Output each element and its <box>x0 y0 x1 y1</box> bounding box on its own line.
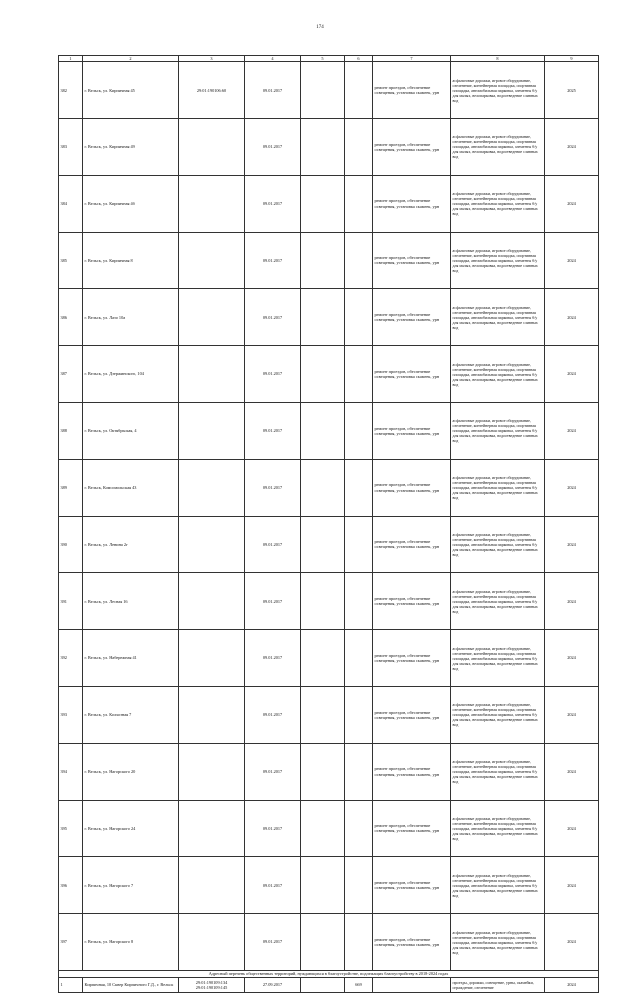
cell-cadastral <box>179 346 245 403</box>
page-number: 174 <box>316 25 324 30</box>
cell-n: 393 <box>59 686 83 743</box>
cell-year: 2025 <box>545 62 599 119</box>
cell-c6 <box>345 857 373 914</box>
cell-year: 2024 <box>545 800 599 857</box>
cell-date: 09.01.2017 <box>245 459 301 516</box>
table-row <box>59 800 599 857</box>
cell-cadastral: 29:01:190106:60 <box>179 62 245 119</box>
table-row <box>59 62 599 119</box>
section-title-row <box>59 970 599 977</box>
cell-c5 <box>301 289 345 346</box>
cell-n: 382 <box>59 62 83 119</box>
cell-list: асфальтовые дорожки, игровое оборудование, озеленение, контейнерная площадка, спортивная площадка, автомобильная парковка, элементы б/у для малых, велопарковка, водоотведение сливных вод <box>451 62 545 119</box>
cell-c5 <box>301 977 345 992</box>
cell-cadastral <box>179 743 245 800</box>
cell-year: 2024 <box>545 857 599 914</box>
cell-address: г. Вельск, ул. Ленина 2г <box>83 516 179 573</box>
cell-address: г. Вельск, Комсомольская 43 <box>83 459 179 516</box>
cell-c5 <box>301 62 345 119</box>
cell-cadastral <box>179 573 245 630</box>
cell-address: г. Вельск, ул. Нагорского 7 <box>83 857 179 914</box>
header-cell: 6 <box>345 56 373 62</box>
cell-c6 <box>345 630 373 687</box>
cell-list: асфальтовые дорожки, игровое оборудование, озеленение, контейнерная площадка, спортивная площадка, автомобильная парковка, элементы б/у для малых, велопарковка, водоотведение сливных вод <box>451 516 545 573</box>
cell-cadastral <box>179 857 245 914</box>
cell-date: 09.01.2017 <box>245 914 301 971</box>
cell-address: г. Вельск, ул. Нагорского 8 <box>83 914 179 971</box>
cell-cadastral <box>179 516 245 573</box>
cell-date: 09.01.2017 <box>245 800 301 857</box>
table-row <box>59 573 599 630</box>
header-cell: 8 <box>451 56 545 62</box>
header-cell: 2 <box>83 56 179 62</box>
cell-n: 386 <box>59 289 83 346</box>
cell-year: 2024 <box>545 175 599 232</box>
cell-year: 2024 <box>545 977 599 992</box>
cell-works: ремонт проездов, обеспечение освещения, установка скамеек, урн <box>373 686 451 743</box>
cell-c5 <box>301 402 345 459</box>
cell-cadastral <box>179 175 245 232</box>
cell-year: 2024 <box>545 516 599 573</box>
table-row <box>59 402 599 459</box>
cell-c5 <box>301 573 345 630</box>
cell-list: асфальтовые дорожки, игровое оборудование, озеленение, контейнерная площадка, спортивная площадка, автомобильная парковка, элементы б/у для малых, велопарковка, водоотведение сливных вод <box>451 119 545 176</box>
cell-c6 <box>345 289 373 346</box>
cell-cadastral <box>179 232 245 289</box>
cell-date: 27.09.2017 <box>245 977 301 992</box>
cell-list: асфальтовые дорожки, игровое оборудование, озеленение, контейнерная площадка, спортивная площадка, автомобильная парковка, элементы б/у для малых, велопарковка, водоотведение сливных вод <box>451 914 545 971</box>
cell-c6: 669 <box>345 977 373 992</box>
cell-address: г. Вельск, ул. Кирпичная 4б <box>83 175 179 232</box>
cell-cadastral <box>179 686 245 743</box>
cell-cadastral <box>179 800 245 857</box>
cell-cadastral <box>179 289 245 346</box>
cell-c6 <box>345 914 373 971</box>
cell-works: ремонт проездов, обеспечение освещения, установка скамеек, урн <box>373 857 451 914</box>
cell-address: г. Вельск, ул. Набережная 41 <box>83 630 179 687</box>
cell-list: асфальтовые дорожки, игровое оборудование, озеленение, контейнерная площадка, спортивная площадка, автомобильная парковка, элементы б/у для малых, велопарковка, водоотведение сливных вод <box>451 743 545 800</box>
cell-list: асфальтовые дорожки, игровое оборудование, озеленение, контейнерная площадка, спортивная площадка, автомобильная парковка, элементы б/у для малых, велопарковка, водоотведение сливных вод <box>451 800 545 857</box>
cell-address: Кирпичная, 10 Сквер Кирпичного Г.Д., г. Вельск <box>83 977 179 992</box>
cell-date: 09.01.2017 <box>245 175 301 232</box>
table-row <box>59 516 599 573</box>
cell-c5 <box>301 743 345 800</box>
cell-year: 2024 <box>545 119 599 176</box>
table-row <box>59 914 599 971</box>
cell-works: ремонт проездов, обеспечение освещения, установка скамеек, урн <box>373 62 451 119</box>
cell-address: г. Вельск, ул. Лазо 10а <box>83 289 179 346</box>
cell-list: асфальтовые дорожки, игровое оборудование, озеленение, контейнерная площадка, спортивная площадка, автомобильная парковка, элементы б/у для малых, велопарковка, водоотведение сливных вод <box>451 459 545 516</box>
cell-year: 2024 <box>545 743 599 800</box>
cell-c5 <box>301 630 345 687</box>
cell-n: 390 <box>59 516 83 573</box>
cell-n: 391 <box>59 573 83 630</box>
section-title: Адресный перечень общественных территорий, нуждающихся в благоустройстве, подлежащих благоустройству в 2018-2024 годах <box>59 970 599 977</box>
cell-address: г. Вельск, ул. Колхозная 7 <box>83 686 179 743</box>
header-cell: 5 <box>301 56 345 62</box>
cell-address: г. Вельск, ул. Дзержинского, 104 <box>83 346 179 403</box>
cell-works: ремонт проездов, обеспечение освещения, установка скамеек, урн <box>373 459 451 516</box>
cell-c5 <box>301 800 345 857</box>
territories-table <box>58 55 599 993</box>
cell-c6 <box>345 346 373 403</box>
cell-date: 09.01.2017 <box>245 232 301 289</box>
cell-n: 385 <box>59 232 83 289</box>
cell-date: 09.01.2017 <box>245 346 301 403</box>
cell-c5 <box>301 119 345 176</box>
cell-address: г. Вельск, ул. Кирпичная 49 <box>83 119 179 176</box>
cell-year: 2024 <box>545 686 599 743</box>
cell-n: 389 <box>59 459 83 516</box>
cell-c6 <box>345 800 373 857</box>
cell-c6 <box>345 175 373 232</box>
cell-works: ремонт проездов, обеспечение освещения, установка скамеек, урн <box>373 289 451 346</box>
cell-c5 <box>301 232 345 289</box>
cell-n: 1 <box>59 977 83 992</box>
cell-c5 <box>301 857 345 914</box>
cell-works: ремонт проездов, обеспечение освещения, установка скамеек, урн <box>373 914 451 971</box>
cell-year: 2024 <box>545 346 599 403</box>
cell-c6 <box>345 232 373 289</box>
cell-date: 09.01.2017 <box>245 630 301 687</box>
cell-n: 388 <box>59 402 83 459</box>
cell-address: г. Вельск, ул. Октябрьская, 4 <box>83 402 179 459</box>
cell-address: г. Вельск, ул. Нагорского 20 <box>83 743 179 800</box>
cell-list: асфальтовые дорожки, игровое оборудование, озеленение, контейнерная площадка, спортивная площадка, автомобильная парковка, элементы б/у для малых, велопарковка, водоотведение сливных вод <box>451 346 545 403</box>
header-cell: 1 <box>59 56 83 62</box>
cell-works: ремонт проездов, обеспечение освещения, установка скамеек, урн <box>373 346 451 403</box>
table-row <box>59 346 599 403</box>
cell-c6 <box>345 516 373 573</box>
cell-address: г. Вельск, ул. Нагорского 24 <box>83 800 179 857</box>
cadastral-number: 29:01:190109:145 <box>195 984 228 990</box>
cell-list: асфальтовые дорожки, игровое оборудование, озеленение, контейнерная площадка, спортивная площадка, автомобильная парковка, элементы б/у для малых, велопарковка, водоотведение сливных вод <box>451 573 545 630</box>
cadastral-number: 29:01:190109:134 <box>195 979 228 985</box>
cell-cadastral <box>179 914 245 971</box>
cell-c6 <box>345 573 373 630</box>
cell-date: 09.01.2017 <box>245 62 301 119</box>
cell-n: 384 <box>59 175 83 232</box>
table-row <box>59 459 599 516</box>
cell-year: 2024 <box>545 914 599 971</box>
table-row <box>59 686 599 743</box>
cell-c6 <box>345 119 373 176</box>
table-row <box>59 977 599 992</box>
cell-year: 2024 <box>545 630 599 687</box>
cell-n: 395 <box>59 800 83 857</box>
header-cell: 3 <box>179 56 245 62</box>
cell-c5 <box>301 914 345 971</box>
cell-works: ремонт проездов, обеспечение освещения, установка скамеек, урн <box>373 175 451 232</box>
cell-n: 396 <box>59 857 83 914</box>
cell-list: асфальтовые дорожки, игровое оборудование, озеленение, контейнерная площадка, спортивная площадка, автомобильная парковка, элементы б/у для малых, велопарковка, водоотведение сливных вод <box>451 232 545 289</box>
cell-date: 09.01.2017 <box>245 686 301 743</box>
table-row <box>59 857 599 914</box>
cell-n: 392 <box>59 630 83 687</box>
cell-cadastral <box>179 119 245 176</box>
cell-c6 <box>345 459 373 516</box>
cell-c5 <box>301 516 345 573</box>
cell-works: ремонт проездов, обеспечение освещения, установка скамеек, урн <box>373 402 451 459</box>
table-row <box>59 630 599 687</box>
cell-n: 383 <box>59 119 83 176</box>
table-row <box>59 743 599 800</box>
cell-works: ремонт проездов, обеспечение освещения, установка скамеек, урн <box>373 516 451 573</box>
table-row <box>59 289 599 346</box>
cell-year: 2024 <box>545 289 599 346</box>
cell-c6 <box>345 62 373 119</box>
cell-n: 387 <box>59 346 83 403</box>
cell-date: 09.01.2017 <box>245 516 301 573</box>
cell-c5 <box>301 459 345 516</box>
cell-address: г. Вельск, ул. Кирпичная 45 <box>83 62 179 119</box>
table-row <box>59 175 599 232</box>
cell-cadastral <box>179 630 245 687</box>
header-cell: 4 <box>245 56 301 62</box>
cell-date: 09.01.2017 <box>245 289 301 346</box>
cell-list: асфальтовые дорожки, игровое оборудование, озеленение, контейнерная площадка, спортивная площадка, автомобильная парковка, элементы б/у для малых, велопарковка, водоотведение сливных вод <box>451 857 545 914</box>
cell-list: проезды, дорожки, освещение, урны, скамейки, ограждение, озеленение <box>451 977 545 992</box>
table-row <box>59 232 599 289</box>
cell-date: 09.01.2017 <box>245 743 301 800</box>
cell-date: 09.01.2017 <box>245 573 301 630</box>
cell-year: 2024 <box>545 459 599 516</box>
cell-c5 <box>301 175 345 232</box>
cell-n: 397 <box>59 914 83 971</box>
cell-works: ремонт проездов, обеспечение освещения, установка скамеек, урн <box>373 630 451 687</box>
header-cell: 9 <box>545 56 599 62</box>
cell-c6 <box>345 743 373 800</box>
cell-date: 09.01.2017 <box>245 857 301 914</box>
cell-works: ремонт проездов, обеспечение освещения, установка скамеек, урн <box>373 119 451 176</box>
cell-c6 <box>345 402 373 459</box>
cell-n: 394 <box>59 743 83 800</box>
cell-date: 09.01.2017 <box>245 402 301 459</box>
cell-c5 <box>301 346 345 403</box>
cell-cadastral <box>179 977 245 992</box>
cell-list: асфальтовые дорожки, игровое оборудование, озеленение, контейнерная площадка, спортивная площадка, автомобильная парковка, элементы б/у для малых, велопарковка, водоотведение сливных вод <box>451 402 545 459</box>
cell-works <box>373 977 451 992</box>
cell-list: асфальтовые дорожки, игровое оборудование, озеленение, контейнерная площадка, спортивная площадка, автомобильная парковка, элементы б/у для малых, велопарковка, водоотведение сливных вод <box>451 289 545 346</box>
cell-works: ремонт проездов, обеспечение освещения, установка скамеек, урн <box>373 743 451 800</box>
cell-year: 2024 <box>545 232 599 289</box>
cell-address: г. Вельск, ул. Лесная 16 <box>83 573 179 630</box>
cell-year: 2024 <box>545 402 599 459</box>
cell-list: асфальтовые дорожки, игровое оборудование, озеленение, контейнерная площадка, спортивная площадка, автомобильная парковка, элементы б/у для малых, велопарковка, водоотведение сливных вод <box>451 630 545 687</box>
cell-list: асфальтовые дорожки, игровое оборудование, озеленение, контейнерная площадка, спортивная площадка, автомобильная парковка, элементы б/у для малых, велопарковка, водоотведение сливных вод <box>451 686 545 743</box>
cell-c5 <box>301 686 345 743</box>
table-row <box>59 119 599 176</box>
cell-c6 <box>345 686 373 743</box>
cell-works: ремонт проездов, обеспечение освещения, установка скамеек, урн <box>373 232 451 289</box>
header-cell: 7 <box>373 56 451 62</box>
cell-address: г. Вельск, ул. Кирпичная 8 <box>83 232 179 289</box>
cell-cadastral <box>179 459 245 516</box>
cell-date: 09.01.2017 <box>245 119 301 176</box>
cell-list: асфальтовые дорожки, игровое оборудование, озеленение, контейнерная площадка, спортивная площадка, автомобильная парковка, элементы б/у для малых, велопарковка, водоотведение сливных вод <box>451 175 545 232</box>
cell-year: 2024 <box>545 573 599 630</box>
cell-works: ремонт проездов, обеспечение освещения, установка скамеек, урн <box>373 573 451 630</box>
cell-works: ремонт проездов, обеспечение освещения, установка скамеек, урн <box>373 800 451 857</box>
cell-cadastral <box>179 402 245 459</box>
